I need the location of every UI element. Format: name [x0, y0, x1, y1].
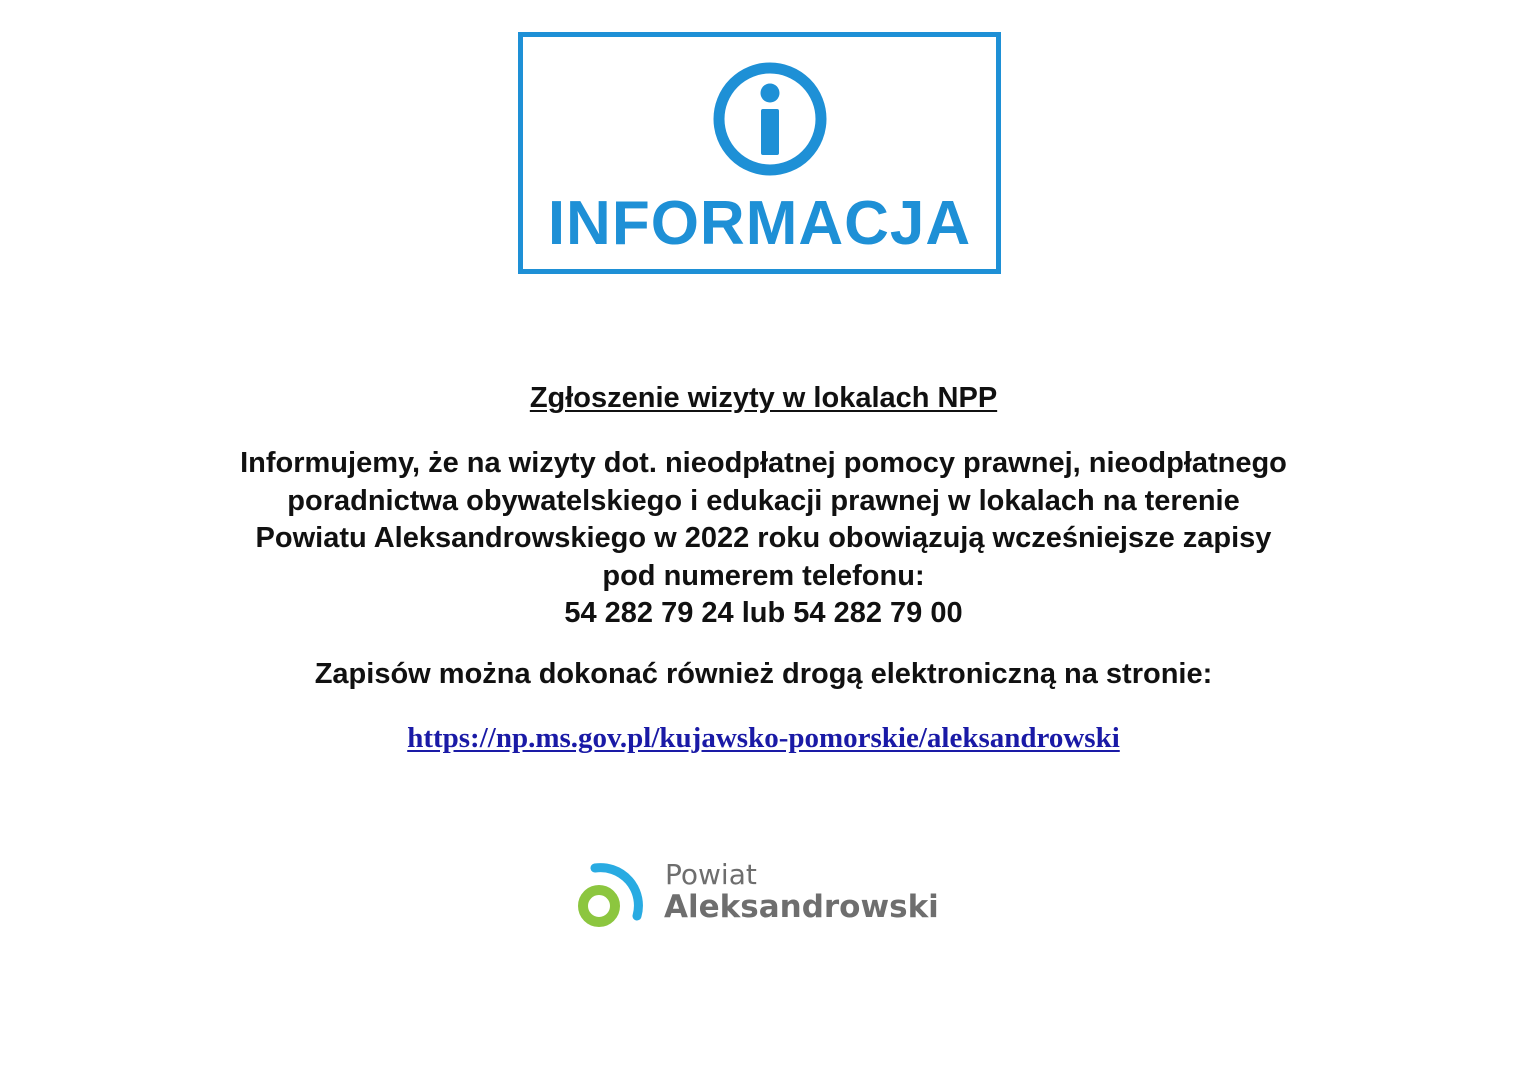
registration-link[interactable]: https://np.ms.gov.pl/kujawsko-pomorskie/aleksandrowski [407, 722, 1120, 754]
body-line: Informujemy, że na wizyty dot. nieodpłatnej pomocy prawnej, nieodpłatnego [240, 447, 1287, 479]
info-icon [711, 60, 829, 178]
body-line: poradnictwa obywatelskiego i edukacji prawnej w lokalach na terenie [287, 484, 1240, 517]
body-line: pod numerem telefonu: [602, 559, 925, 592]
information-banner [518, 32, 1001, 274]
online-registration-text: Zapisów można dokonać również drogą elektroniczną na stronie: [314, 658, 1213, 690]
banner-title: INFORMACJA [547, 189, 972, 258]
powiat-logo [573, 858, 953, 938]
logo-text-line1: Powiat [665, 858, 757, 891]
page-heading: Zgłoszenie wizyty w lokalach NPP [529, 382, 998, 414]
body-line: Powiatu Aleksandrowskiego w 2022 roku obowiązują wcześniejsze zapisy [255, 522, 1272, 554]
powiat-logo-mark-icon [573, 858, 653, 938]
phone-numbers: 54 282 79 24 lub 54 282 79 00 [564, 597, 963, 629]
logo-text-line2: Aleksandrowski [664, 889, 939, 925]
body-paragraph [100, 445, 1427, 633]
